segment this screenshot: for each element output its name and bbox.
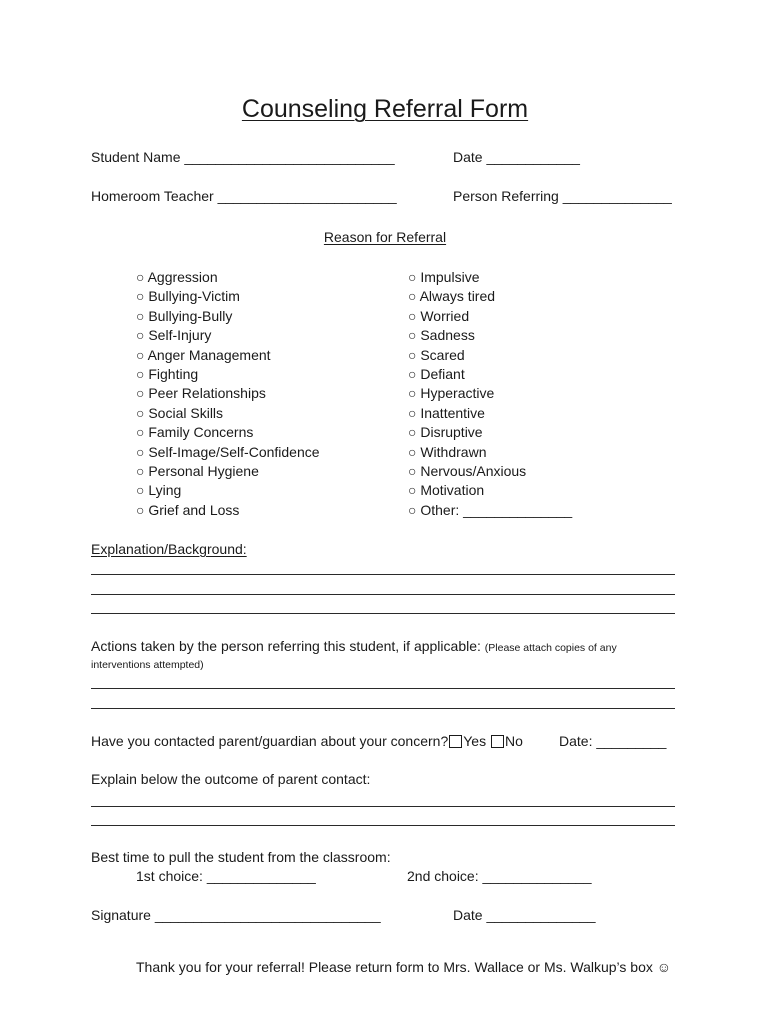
signature-field[interactable] xyxy=(91,906,381,924)
reason-option[interactable]: ○ Family Concerns xyxy=(136,424,254,441)
actions-line[interactable] xyxy=(91,708,675,709)
reason-option[interactable]: ○ Anger Management xyxy=(136,346,271,363)
reason-option[interactable]: ○ Sadness xyxy=(408,327,475,344)
signature-label: Signature xyxy=(91,907,151,923)
contact-date-label: Date: xyxy=(559,733,593,749)
date-field[interactable] xyxy=(453,148,580,166)
student-name-field[interactable] xyxy=(91,148,395,166)
reason-option[interactable]: ○ Inattentive xyxy=(408,404,485,421)
second-choice-field[interactable] xyxy=(407,867,592,885)
yes-checkbox[interactable] xyxy=(449,735,462,748)
homeroom-teacher-blank[interactable]: _______________________ xyxy=(217,188,397,204)
reason-option[interactable]: ○ Defiant xyxy=(408,365,465,382)
reason-option-other[interactable]: ○ Other: ______________ xyxy=(408,501,573,518)
reason-option[interactable]: ○ Peer Relationships xyxy=(136,385,266,402)
contact-date-blank[interactable]: _________ xyxy=(596,733,667,749)
student-name-label: Student Name xyxy=(91,149,181,165)
reasons-right-list xyxy=(408,268,572,520)
reason-option[interactable]: ○ Always tired xyxy=(408,288,496,305)
actions-line[interactable] xyxy=(91,688,675,689)
first-choice-field[interactable] xyxy=(136,867,316,885)
explanation-line[interactable] xyxy=(91,594,675,595)
reason-option[interactable]: ○ Fighting xyxy=(136,365,199,382)
reason-option[interactable]: ○ Withdrawn xyxy=(408,443,487,460)
yes-label: Yes xyxy=(463,733,487,749)
best-time-label: Best time to pull the student from the classroom: xyxy=(91,849,391,865)
person-referring-field[interactable] xyxy=(453,187,672,205)
reason-option[interactable]: ○ Scared xyxy=(408,346,465,363)
signature-blank[interactable]: _____________________________ xyxy=(154,907,381,923)
reason-option[interactable]: ○ Bullying-Victim xyxy=(136,288,240,305)
reason-option[interactable]: ○ Aggression xyxy=(136,269,218,285)
reason-option[interactable]: ○ Self-Image/Self-Confidence xyxy=(136,443,320,460)
actions-note: (Please attach copies of any xyxy=(484,642,617,654)
reason-option[interactable]: ○ Impulsive xyxy=(408,269,480,285)
reason-option[interactable]: ○ Nervous/Anxious xyxy=(408,462,527,479)
outcome-line[interactable] xyxy=(91,806,675,807)
actions-label-row xyxy=(91,637,617,657)
form-title: Counseling Referral Form xyxy=(241,95,529,123)
second-choice-label: 2nd choice: xyxy=(407,868,479,884)
reason-option[interactable]: ○ Social Skills xyxy=(136,404,224,421)
first-choice-label: 1st choice: xyxy=(136,868,203,884)
parent-contact-question: Have you contacted parent/guardian about your concern? xyxy=(91,733,449,749)
reason-option[interactable]: ○ Lying xyxy=(136,482,182,499)
homeroom-teacher-label: Homeroom Teacher xyxy=(91,188,214,204)
signature-date-blank[interactable]: ______________ xyxy=(486,907,596,923)
student-name-blank[interactable]: ___________________________ xyxy=(184,149,395,165)
explanation-line[interactable] xyxy=(91,613,675,614)
explanation-line[interactable] xyxy=(91,574,675,575)
signature-date-label: Date xyxy=(453,907,483,923)
actions-label: Actions taken by the person referring this student, if applicable: xyxy=(91,638,481,654)
person-referring-label: Person Referring xyxy=(453,188,559,204)
second-choice-blank[interactable]: ______________ xyxy=(482,868,592,884)
reason-option[interactable]: ○ Worried xyxy=(408,307,470,324)
explanation-label: Explanation/Background: xyxy=(91,541,247,557)
no-checkbox[interactable] xyxy=(491,735,504,748)
reasons-left-list xyxy=(136,268,320,520)
date-label: Date xyxy=(453,149,483,165)
reason-option[interactable]: ○ Bullying-Bully xyxy=(136,307,233,324)
actions-note-continued: interventions attempted) xyxy=(91,659,204,671)
signature-date-field[interactable] xyxy=(453,906,595,924)
first-choice-blank[interactable]: ______________ xyxy=(206,868,316,884)
no-label: No xyxy=(504,733,523,749)
reason-option[interactable]: ○ Grief and Loss xyxy=(136,501,240,518)
date-blank[interactable]: ____________ xyxy=(486,149,580,165)
reason-option[interactable]: ○ Personal Hygiene xyxy=(136,462,259,479)
homeroom-teacher-field[interactable] xyxy=(91,187,397,205)
outcome-label: Explain below the outcome of parent contact: xyxy=(91,771,371,787)
footer-thank-you: Thank you for your referral! Please return form to Mrs. Wallace or Ms. Walkup’s box ☺ xyxy=(136,959,672,975)
contact-date-field[interactable] xyxy=(559,732,666,750)
reason-option[interactable]: ○ Self-Injury xyxy=(136,327,212,344)
outcome-line[interactable] xyxy=(91,825,675,826)
reason-option[interactable]: ○ Disruptive xyxy=(408,424,483,441)
reason-option[interactable]: ○ Motivation xyxy=(408,482,485,499)
parent-contact-row xyxy=(91,732,523,750)
reason-for-referral-heading: Reason for Referral xyxy=(323,229,447,245)
reason-option[interactable]: ○ Hyperactive xyxy=(408,385,495,402)
person-referring-blank[interactable]: ______________ xyxy=(562,188,672,204)
